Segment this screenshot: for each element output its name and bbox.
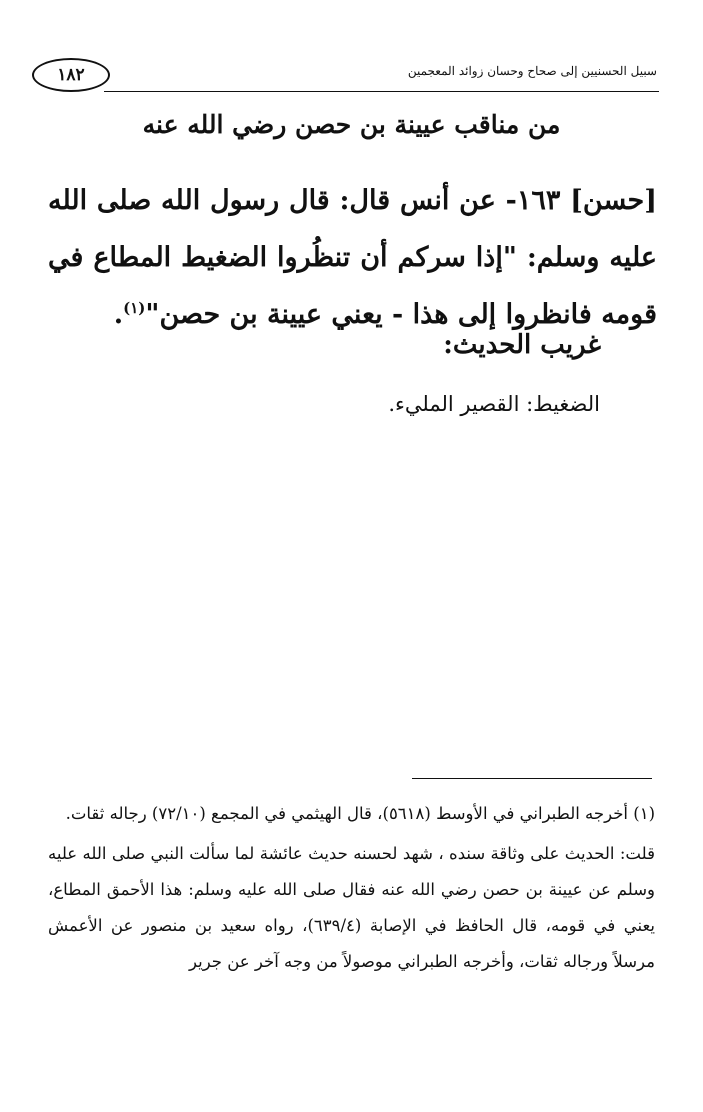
hadith-end: .: [113, 299, 124, 330]
header-rule: [104, 91, 659, 92]
hadith-number: ١٦٣-: [505, 185, 561, 216]
gloss-heading: غريب الحديث:: [443, 330, 601, 360]
page-number-oval: [32, 58, 110, 92]
hadith-grade: [حسن]: [570, 185, 658, 216]
footnote-1: (١) أخرجه الطبراني في الأوسط (٥٦١٨)، قال الهيثمي في المجمع (٧٢/١٠) رجاله ثقات.: [65, 804, 655, 823]
footnote-commentary: قلت: الحديث على وثاقة سنده ، شهد لحسنه حديث عائشة لما سألت النبي صلى الله عليه وسلم عن عيينة بن حصن رضي الله عنه فقال صلى الله عليه وسلم: هذا الأحمق المطاع، يعني في قومه، قال الحافظ في الإصابة (٦٣٩/٤)، رواه سعيد بن منصور عن الأعمش مرسلاً ورجاله ثقات، وأخرجه الطبراني موصولاً من وجه آخر عن جرير: [48, 844, 655, 971]
running-head: سبيل الحسنيين إلى صحاح وحسان زوائد المعجمين: [407, 64, 657, 78]
gloss-definition: الضغيط: القصير المليء.: [388, 392, 600, 416]
footnotes: [48, 796, 655, 980]
footnote-marker: (١): [123, 299, 146, 317]
footnote-rule: [412, 778, 652, 779]
hadith-text: عن أنس قال: قال رسول الله صلى الله عليه وسلم: "إذا سركم أن تنظُروا الضغيط المطاع في قومه فانظروا إلى هذا - يعني عيينة بن حصن": [48, 185, 657, 330]
section-title: من مناقب عيينة بن حصن رضي الله عنه: [142, 110, 561, 139]
hadith-paragraph: [48, 172, 657, 343]
page-number: ١٨٢: [57, 65, 85, 85]
